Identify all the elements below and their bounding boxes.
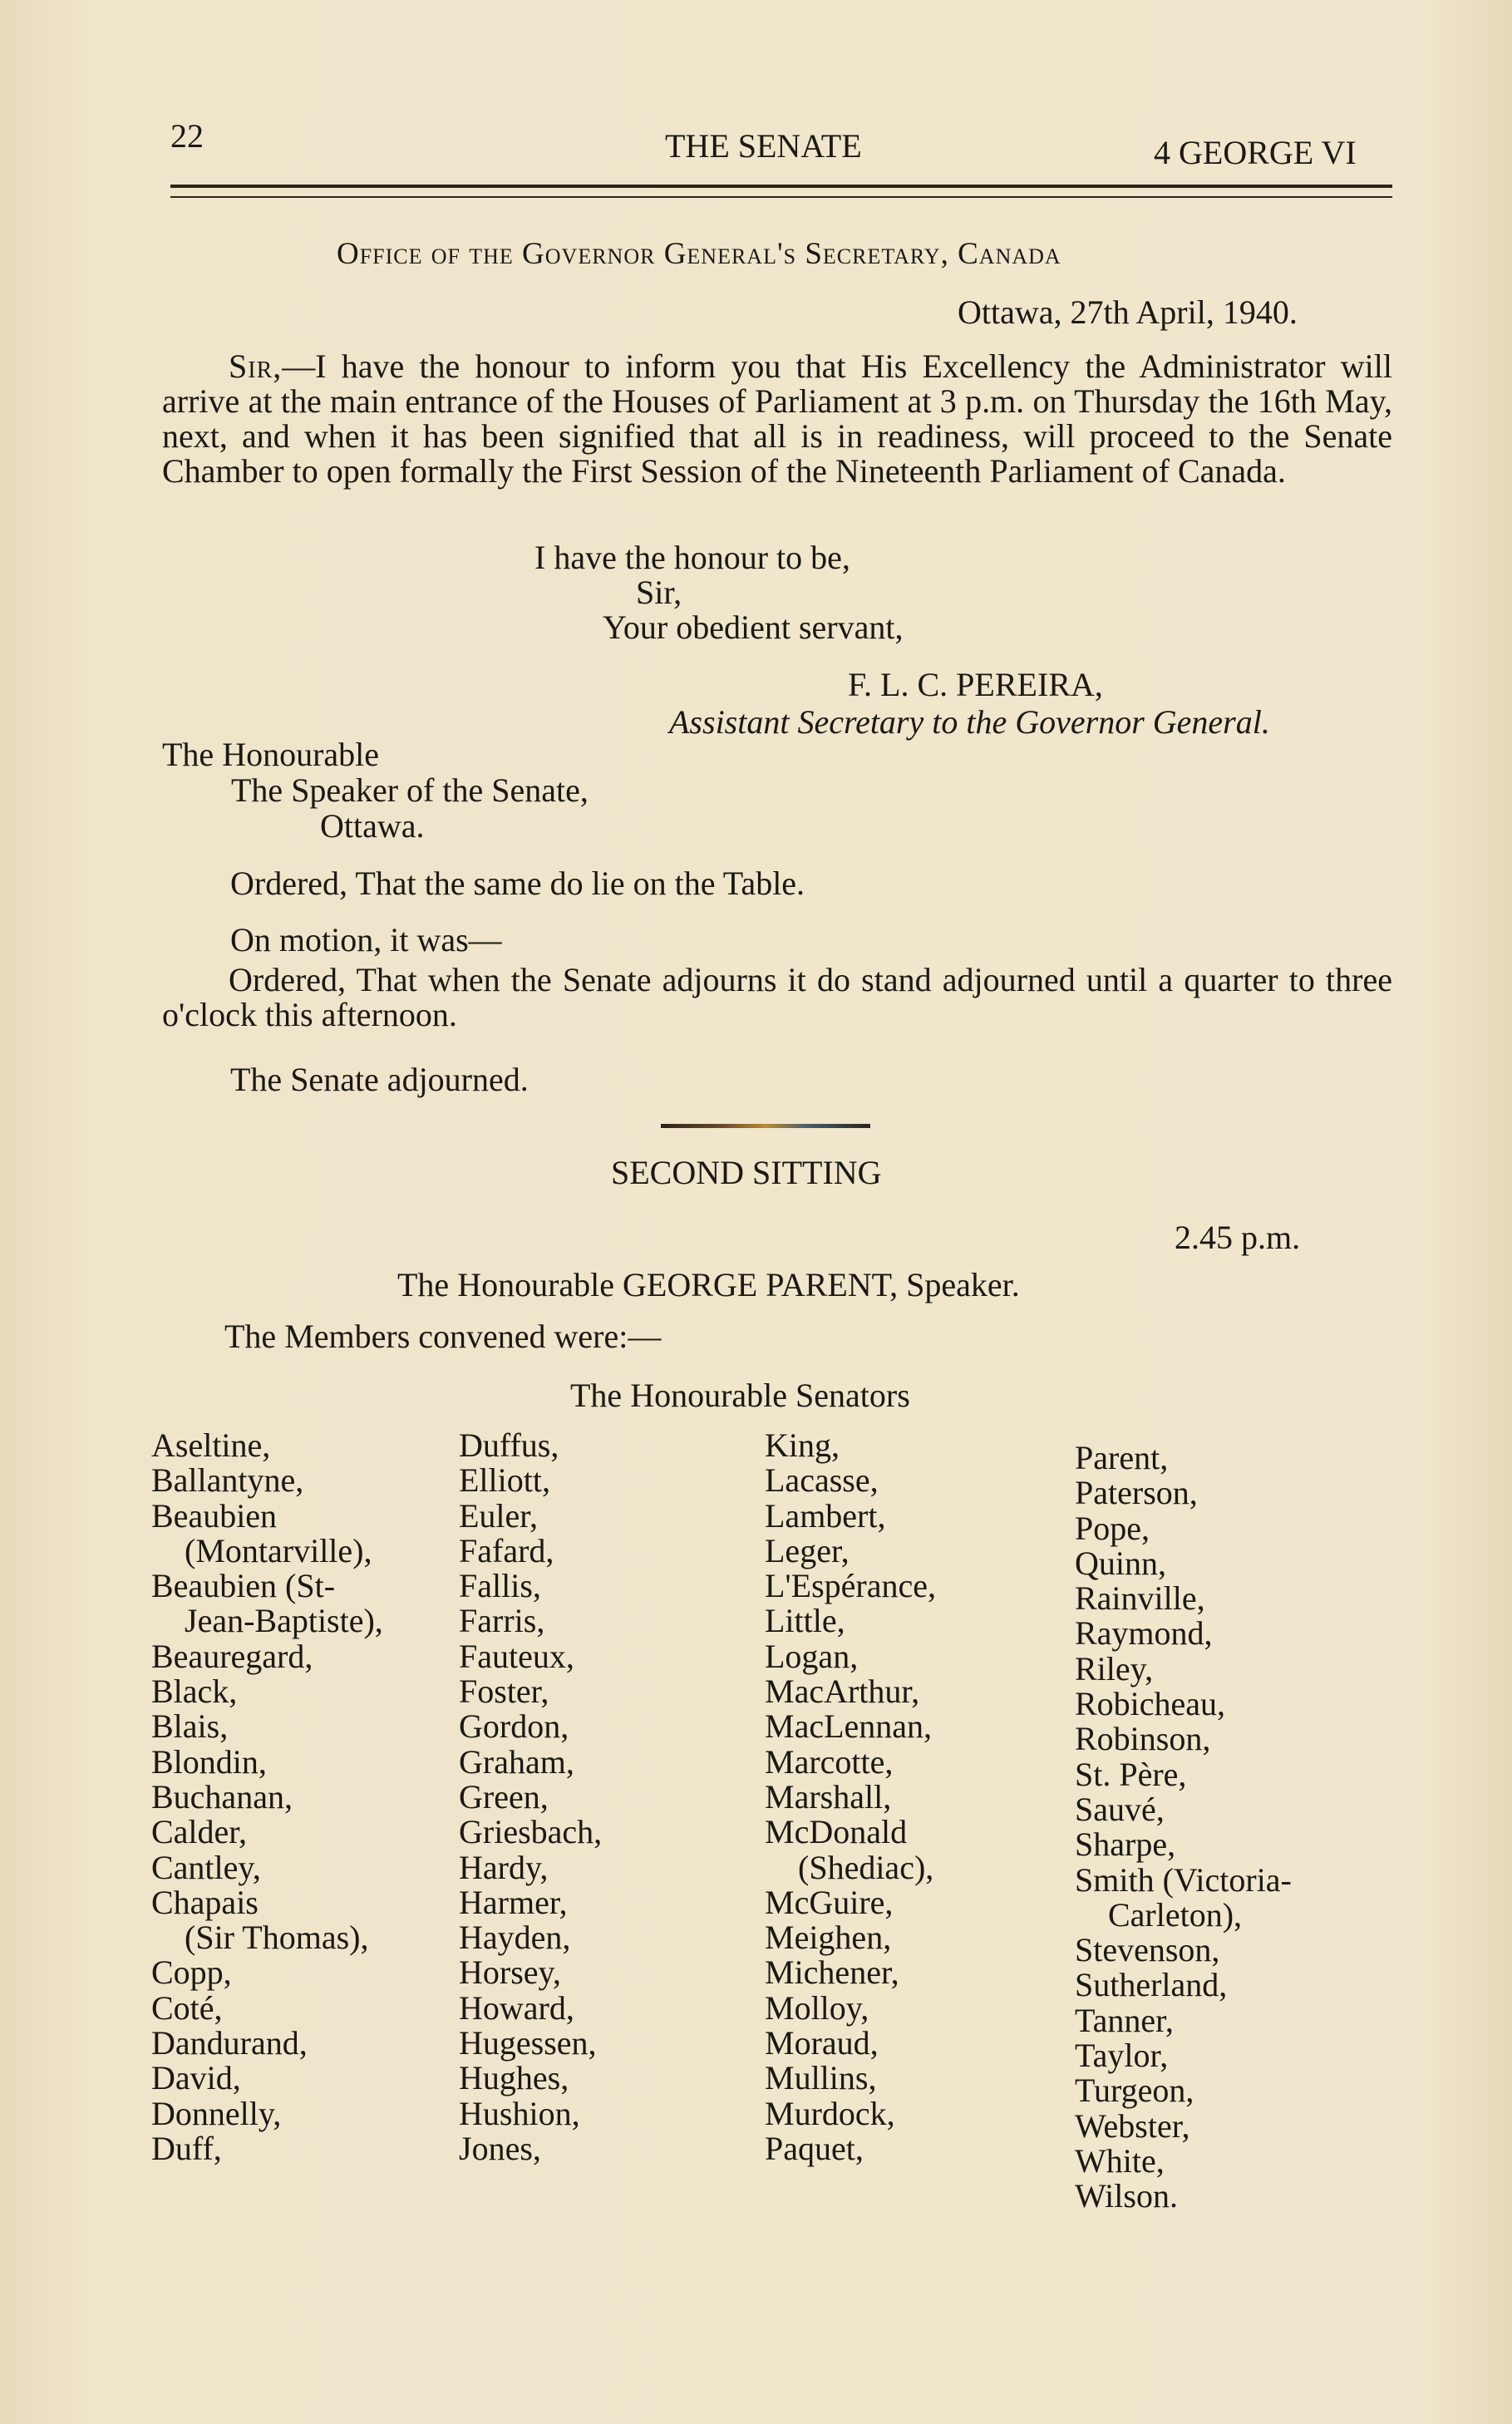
senator-name: Sauvé, <box>1075 1790 1165 1828</box>
senator-name: Harmer, <box>459 1883 568 1921</box>
letter-body-text: —I have the honour to inform you that His Excellency the Administrator will arrive at the main entrance of the Houses of Parliament at 3 p.m. on Thursday the 16th May, next, and when it has been signified that all is in readiness, will proceed to the Senate Chamber to open formally the First Session of the Nineteenth Parliament of Canada. <box>162 347 1392 490</box>
senator-name: Robinson, <box>1075 1720 1211 1758</box>
senator-name: Little, <box>765 1602 845 1640</box>
senator-name: Fallis, <box>459 1567 541 1605</box>
senator-name: Rainville, <box>1075 1579 1205 1618</box>
senator-name: Black, <box>151 1673 238 1711</box>
page-number: 22 <box>170 117 204 155</box>
ordered-table: Ordered, That the same do lie on the Table. <box>230 865 805 902</box>
members-intro: The Members convened were:— <box>224 1318 662 1355</box>
senator-name: Paquet, <box>765 2129 864 2167</box>
senator-name: Hardy, <box>459 1848 549 1886</box>
senator-name: Hayden, <box>459 1919 571 1957</box>
regnal-year: 4 GEORGE VI <box>1154 134 1357 171</box>
senator-name: Euler, <box>459 1496 539 1535</box>
senator-name: Sutherland, <box>1075 1966 1228 2004</box>
senators-column-1 <box>151 1428 383 2166</box>
senator-name: Quinn, <box>1075 1544 1166 1582</box>
ordered-adjourn: Ordered, That when the Senate adjourns it do stand adjourned until a quarter to three o'clock this afternoon. <box>162 961 1392 1033</box>
senator-name: Duff, <box>151 2129 222 2167</box>
senator-name: MacArthur, <box>765 1673 920 1711</box>
senator-name: L'Espérance, <box>765 1567 936 1605</box>
senator-name: Elliott, <box>459 1461 550 1500</box>
senator-name: Gordon, <box>459 1707 569 1746</box>
senators-heading: The Honourable Senators <box>570 1377 910 1414</box>
senator-name: Dandurand, <box>151 2024 308 2062</box>
office-heading: Office of the Governor General's Secretary, Canada <box>337 237 1061 271</box>
senator-name: Lambert, <box>765 1496 886 1535</box>
running-title: THE SENATE <box>665 127 862 165</box>
senator-name: Webster, <box>1075 2106 1190 2145</box>
senators-column-2 <box>459 1428 602 2166</box>
senator-name: Chapais <box>151 1883 259 1921</box>
senator-name: Paterson, <box>1075 1474 1198 1512</box>
senator-name: Carleton), <box>1108 1895 1243 1934</box>
senator-name: Ballantyne, <box>151 1461 304 1500</box>
senator-name: Coté, <box>151 1988 223 2027</box>
senator-name: Beaubien <box>151 1496 278 1535</box>
senator-name: St. Père, <box>1075 1755 1187 1793</box>
senator-name: Blais, <box>151 1707 229 1746</box>
senator-name: Murdock, <box>765 2094 895 2132</box>
senator-name: Lacasse, <box>765 1461 879 1500</box>
senator-name: Hugessen, <box>459 2024 597 2062</box>
senator-name: Logan, <box>765 1637 859 1675</box>
senator-name: Parent, <box>1075 1439 1169 1476</box>
closing-line-1: I have the honour to be, <box>534 539 850 576</box>
senator-name: Graham, <box>459 1742 574 1781</box>
senator-name: Hughes, <box>459 2059 569 2097</box>
letter-salutation: Sir, <box>229 347 283 385</box>
senator-name: Molloy, <box>765 1988 869 2027</box>
senator-name: Mullins, <box>765 2059 877 2097</box>
on-motion: On motion, it was— <box>230 921 502 958</box>
senator-name: David, <box>151 2059 241 2097</box>
senator-name: MacLennan, <box>765 1707 933 1746</box>
senator-name: Duffus, <box>459 1426 559 1464</box>
senator-name: Donnelly, <box>151 2094 282 2132</box>
senator-name: Leger, <box>765 1531 850 1569</box>
senator-name: Buchanan, <box>151 1777 293 1816</box>
senator-name: Turgeon, <box>1075 2072 1194 2110</box>
senator-name: Fafard, <box>459 1531 554 1569</box>
senator-name: Jones, <box>459 2129 541 2167</box>
senator-name: Marshall, <box>765 1777 892 1816</box>
senator-name: Green, <box>459 1777 549 1816</box>
ordered-adjourn-paragraph <box>162 963 1392 1032</box>
senator-name: Riley, <box>1075 1649 1154 1687</box>
senator-name: King, <box>765 1426 840 1464</box>
senator-name: Sharpe, <box>1075 1825 1176 1864</box>
senator-name: Fauteux, <box>459 1637 574 1675</box>
senator-name: (Shediac), <box>798 1848 934 1886</box>
header-rule-thick <box>170 185 1392 188</box>
senator-name: White, <box>1075 2141 1165 2180</box>
signatory-name: F. L. C. PEREIRA, <box>848 666 1103 703</box>
senator-name: McDonald <box>765 1813 908 1851</box>
senator-name: Raymond, <box>1075 1614 1213 1653</box>
senator-name: Foster, <box>459 1673 549 1711</box>
senator-name: McGuire, <box>765 1883 894 1921</box>
signatory-title: Assistant Secretary to the Governor General. <box>669 703 1270 741</box>
senator-name: Marcotte, <box>765 1742 894 1781</box>
senator-name: Calder, <box>151 1813 248 1851</box>
senator-name: Pope, <box>1075 1509 1150 1547</box>
senator-name: Meighen, <box>765 1919 892 1957</box>
address-line-1: The Honourable <box>162 736 380 773</box>
senator-name: Copp, <box>151 1953 232 1992</box>
senator-name: (Sir Thomas), <box>185 1919 369 1957</box>
senator-name: Moraud, <box>765 2024 879 2062</box>
speaker-line: The Honourable GEORGE PARENT, Speaker. <box>397 1266 1020 1303</box>
senator-name: Beaubien (St- <box>151 1567 336 1605</box>
senator-name: Jean-Baptiste), <box>185 1602 383 1640</box>
senator-name: Wilson. <box>1075 2177 1178 2215</box>
closing-line-3: Your obedient servant, <box>603 608 904 646</box>
sitting-time: 2.45 p.m. <box>1175 1219 1301 1256</box>
senators-column-4 <box>1075 1441 1292 2215</box>
letter-place-date-text: Ottawa, 27th April, 1940. <box>958 293 1298 331</box>
senator-name: Farris, <box>459 1602 545 1640</box>
senator-name: Smith (Victoria- <box>1075 1860 1292 1899</box>
section-divider <box>661 1124 870 1128</box>
senator-name: Howard, <box>459 1988 574 2027</box>
senator-name: Cantley, <box>151 1848 261 1886</box>
senator-name: Robicheau, <box>1075 1685 1226 1723</box>
second-sitting-heading: SECOND SITTING <box>611 1154 882 1191</box>
senator-name: Michener, <box>765 1953 899 1992</box>
senator-name: Hushion, <box>459 2094 580 2132</box>
senator-name: Stevenson, <box>1075 1931 1220 1969</box>
senator-name: Horsey, <box>459 1953 561 1992</box>
address-line-3: Ottawa. <box>320 807 425 845</box>
header-rule-thin <box>170 196 1392 198</box>
senator-name: Blondin, <box>151 1742 267 1781</box>
senator-name: Griesbach, <box>459 1813 603 1851</box>
closing-line-2: Sir, <box>636 574 682 611</box>
senator-name: Aseltine, <box>151 1426 271 1464</box>
senator-name: Taylor, <box>1075 2037 1169 2075</box>
letter-place-date <box>958 295 1298 330</box>
letter-body <box>162 349 1392 489</box>
senate-adjourned: The Senate adjourned. <box>230 1061 529 1098</box>
senator-name: (Montarville), <box>185 1531 372 1569</box>
senators-column-3 <box>765 1428 936 2166</box>
senator-name: Tanner, <box>1075 2001 1174 2039</box>
address-line-2: The Speaker of the Senate, <box>231 771 589 809</box>
senator-name: Beauregard, <box>151 1637 313 1675</box>
